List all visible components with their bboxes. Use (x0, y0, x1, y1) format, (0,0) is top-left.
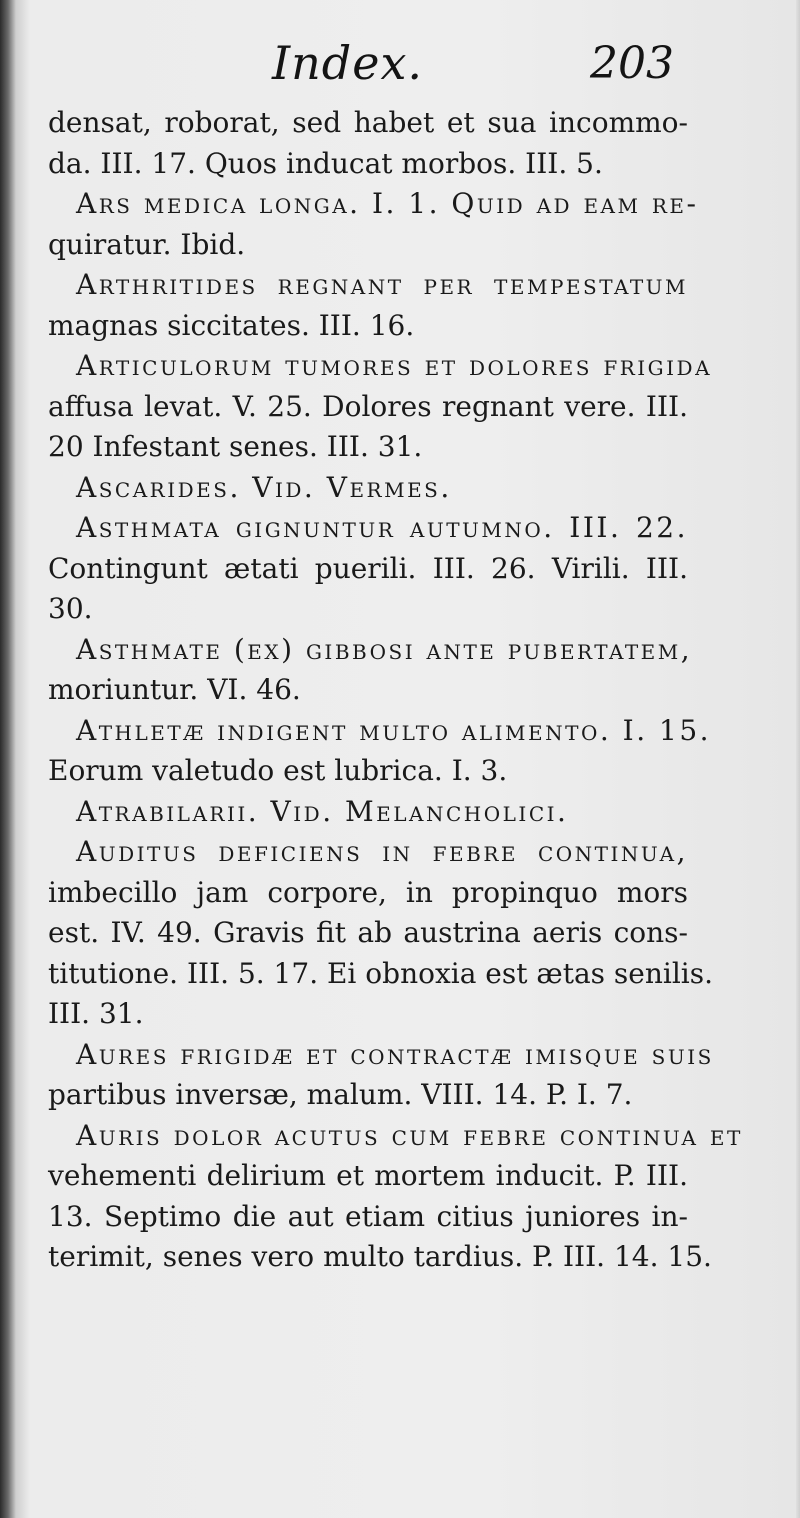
text-line: imbecillo jam corpore, in propinquo mors (48, 875, 688, 909)
index-entry-line: Arthritides regnant per tempestatum (76, 268, 688, 301)
text-line: magnas siccitates. III. 16. (48, 308, 415, 342)
text-line: 13. Septimo die aut etiam citius juniores in- (48, 1199, 688, 1233)
index-entry-line: Atrabilarii. Vid. Melancholici. (76, 794, 569, 828)
text-line: titutione. III. 5. 17. Ei obnoxia est ætas senilis. (48, 956, 714, 990)
text-line: affusa levat. V. 25. Dolores regnant vere. III. (48, 389, 688, 423)
index-text (48, 103, 743, 1278)
text-line: Eorum valetudo est lubrica. I. 3. (48, 754, 508, 787)
text-line: 20 Infestant senes. III. 31. (48, 430, 423, 463)
index-entry-line: Auris dolor acutus cum febre continua et (76, 1118, 743, 1152)
text-line: partibus inversæ, malum. VIII. 14. P. I. 7. (48, 1078, 633, 1111)
index-entry-line: Ascarides. Vid. Vermes. (76, 470, 452, 504)
index-entry-line: Asthmata gignuntur autumno. III. 22. (76, 511, 688, 544)
text-line: da. III. 17. Quos inducat morbos. III. 5. (48, 146, 603, 180)
index-entry-line: Asthmate (ex) gibbosi ante pubertatem, (76, 632, 693, 666)
index-entry-line: Ars medica longa. I. 1. Quid ad eam re- (76, 187, 699, 220)
index-entry-line: Aures frigidæ et contractæ imisque suis (76, 1037, 714, 1071)
page-header (0, 30, 800, 100)
text-line: 30. (48, 592, 93, 625)
text-line: vehementi delirium et mortem inducit. P. III. (48, 1159, 688, 1192)
text-line: est. IV. 49. Gravis fit ab austrina aeris cons- (48, 916, 688, 949)
index-entry-line: Articulorum tumores et dolores frigida (76, 349, 713, 382)
index-entry-line: Athletæ indigent multo alimento. I. 15. (76, 713, 712, 747)
text-line: quiratur. Ibid. (48, 227, 246, 261)
text-line: Contingunt ætati puerili. III. 26. Virili. III. (48, 551, 688, 585)
text-line: terimit, senes vero multo tardius. P. III. 14. 15. (48, 1240, 712, 1273)
index-entry-line: Auditus deficiens in febre continua, (76, 835, 688, 868)
page-number: 203 (590, 38, 674, 89)
running-title: Index. (272, 36, 424, 90)
text-line: III. 31. (48, 997, 144, 1030)
text-line: moriuntur. VI. 46. (48, 673, 301, 706)
text-line: densat, roborat, sed habet et sua incommo- (48, 106, 688, 139)
